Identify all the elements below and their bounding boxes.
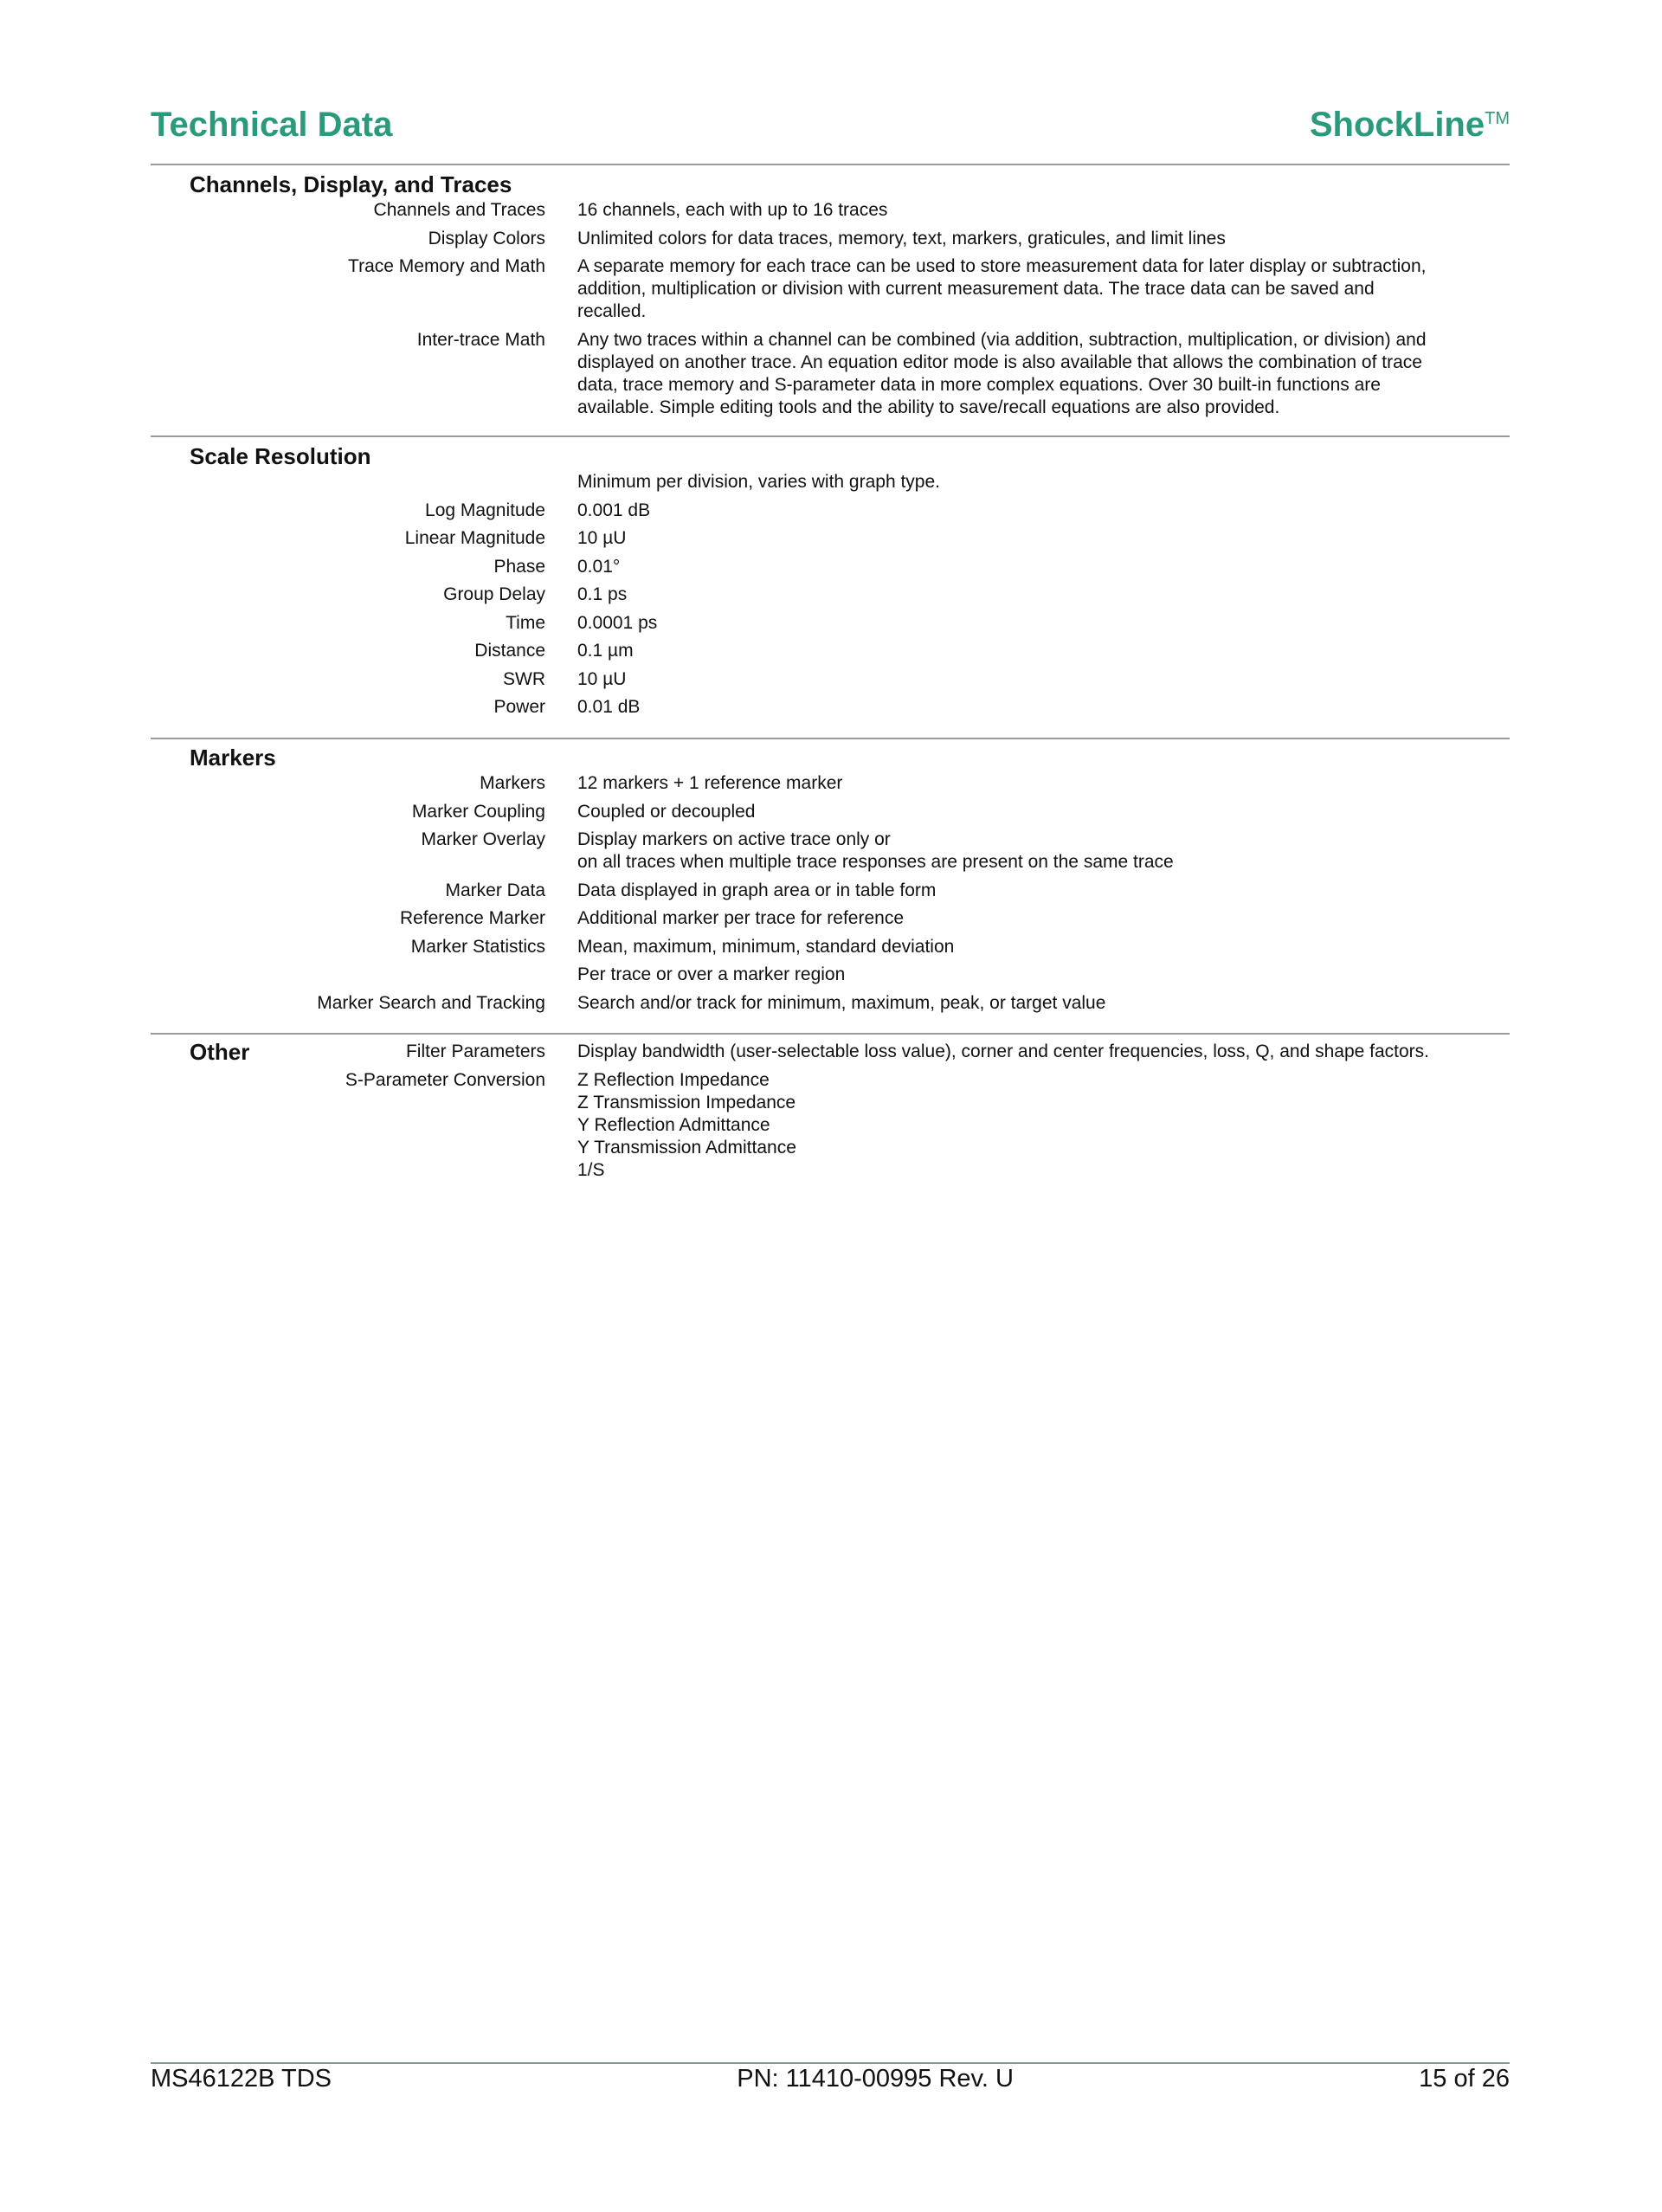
spec-value-line: Y Reflection Admittance — [577, 1114, 770, 1135]
spec-value — [577, 936, 954, 958]
spec-value-line: Any two traces within a channel can be combined (via addition, subtraction, multiplication, or division) and — [577, 329, 1427, 350]
spec-value-line: Z Transmission Impedance — [577, 1092, 796, 1112]
spec-label: Phase — [493, 556, 545, 577]
spec-value — [577, 1069, 796, 1182]
spec-label: Marker Data — [445, 880, 545, 900]
spec-row — [151, 584, 1510, 606]
spec-value-line: 0.01° — [577, 556, 621, 577]
section-scale-resolution — [151, 442, 1510, 725]
spec-label: Distance — [474, 641, 545, 661]
spec-value-line: 10 µU — [577, 668, 627, 689]
spec-value-line: available. Simple editing tools and the ability to save/recall equations are also provided. — [577, 397, 1280, 417]
brand-name — [1310, 106, 1510, 145]
spec-label: Marker Statistics — [410, 936, 545, 957]
section-title: Other — [190, 1039, 250, 1065]
spec-label: SWR — [503, 668, 545, 689]
spec-label — [151, 471, 545, 493]
spec-row — [151, 801, 1510, 823]
spec-value — [577, 329, 1427, 419]
section-title: Scale Resolution — [190, 443, 371, 469]
trademark: TM — [1485, 109, 1510, 128]
spec-value-line: recalled. — [577, 301, 647, 321]
spec-value — [577, 556, 620, 578]
spec-row — [151, 936, 1510, 958]
spec-row — [151, 640, 1510, 662]
spec-row — [151, 527, 1510, 550]
section-divider — [151, 435, 1510, 437]
spec-value-line: 10 µU — [577, 528, 627, 548]
section-markers — [151, 743, 1510, 1020]
spec-row — [151, 696, 1510, 719]
spec-value-line: Display bandwidth (user-selectable loss value), corner and center frequencies, loss, Q, and shape factors. — [577, 1042, 1430, 1061]
spec-row — [151, 829, 1510, 874]
spec-row — [151, 612, 1510, 635]
spec-row — [151, 500, 1510, 522]
spec-label: Channels and Traces — [373, 200, 545, 220]
spec-label: Trace Memory and Math — [348, 256, 545, 276]
spec-row — [151, 880, 1510, 902]
spec-label: Display Colors — [428, 228, 545, 248]
spec-value-line: 12 markers + 1 reference marker — [577, 773, 843, 793]
footer-page-number: 15 of 26 — [1419, 2065, 1510, 2093]
footer-divider — [151, 2062, 1510, 2064]
spec-value-line: Per trace or over a marker region — [577, 964, 846, 984]
spec-value — [577, 801, 756, 823]
spec-row — [151, 329, 1510, 419]
spec-row — [151, 668, 1510, 691]
spec-row — [151, 992, 1510, 1015]
spec-value-line: 0.001 dB — [577, 500, 651, 520]
spec-row — [151, 964, 1510, 986]
spec-value-line: A separate memory for each trace can be used to store measurement data for later display or subtraction, — [577, 256, 1427, 276]
section-title: Markers — [190, 745, 276, 771]
footer-part-number: PN: 11410-00995 Rev. U — [737, 2065, 1014, 2093]
spec-value — [577, 964, 845, 986]
spec-label: Marker Search and Tracking — [317, 992, 545, 1013]
spec-value-line: Search and/or track for minimum, maximum, peak, or target value — [577, 992, 1106, 1013]
spec-row — [151, 556, 1510, 578]
section-title: Channels, Display, and Traces — [190, 171, 512, 197]
spec-value — [577, 199, 887, 222]
spec-value — [577, 696, 640, 719]
spec-row — [151, 1069, 1510, 1182]
spec-row — [151, 255, 1510, 323]
section-channels — [151, 170, 1510, 424]
spec-row — [151, 1041, 1510, 1063]
spec-value-line: 0.1 ps — [577, 584, 628, 604]
spec-value — [577, 1041, 1429, 1063]
spec-value — [577, 829, 1174, 874]
spec-value — [577, 880, 936, 902]
spec-label: Group Delay — [443, 584, 545, 604]
spec-value — [577, 612, 657, 635]
brand-text: ShockLine — [1309, 106, 1485, 144]
spec-value-line: 0.0001 ps — [577, 612, 658, 633]
spec-value-line: Unlimited colors for data traces, memory, text, markers, graticules, and limit lines — [577, 228, 1226, 248]
spec-row — [151, 772, 1510, 795]
footer-doc: MS46122B TDS — [151, 2065, 332, 2093]
spec-value — [577, 584, 627, 606]
spec-value — [577, 992, 1105, 1015]
spec-value — [577, 772, 842, 795]
spec-label: Log Magnitude — [425, 500, 545, 520]
section-other — [151, 1041, 1510, 1187]
spec-value — [577, 907, 904, 930]
spec-label: Marker Coupling — [411, 801, 545, 822]
spec-value — [577, 228, 1226, 250]
spec-value — [577, 471, 940, 493]
spec-label: Marker Overlay — [421, 829, 545, 849]
footer — [151, 2065, 1510, 2093]
spec-value-line: 16 channels, each with up to 16 traces — [577, 200, 888, 220]
spec-value-line: Display markers on active trace only or — [577, 829, 891, 849]
spec-value-line: Minimum per division, varies with graph type. — [577, 472, 940, 492]
header-divider — [151, 164, 1510, 165]
spec-value-line: addition, multiplication or division with current measurement data. The trace data can be saved and — [577, 279, 1375, 299]
spec-value-line: Z Reflection Impedance — [577, 1069, 770, 1090]
spec-value-line: Coupled or decoupled — [577, 801, 756, 822]
spec-label: Linear Magnitude — [404, 528, 545, 548]
spec-value-line: Additional marker per trace for reference — [577, 908, 905, 928]
spec-label — [151, 964, 545, 986]
spec-label: Markers — [480, 773, 545, 793]
spec-label: Inter-trace Math — [416, 329, 545, 350]
spec-value-line: Data displayed in graph area or in table form — [577, 880, 937, 900]
spec-value-line: Y Transmission Admittance — [577, 1137, 796, 1158]
spec-label: Power — [493, 697, 545, 717]
section-divider — [151, 738, 1510, 739]
spec-value-line: 0.01 dB — [577, 697, 641, 717]
spec-value-line: on all traces when multiple trace responses are present on the same trace — [577, 852, 1174, 872]
spec-value — [577, 255, 1427, 323]
page-title: Technical Data — [151, 106, 393, 144]
spec-value — [577, 668, 626, 691]
spec-value-line: 1/S — [577, 1159, 605, 1180]
spec-label: Time — [506, 612, 545, 633]
spec-value-line: 0.1 µm — [577, 641, 634, 661]
spec-value — [577, 527, 626, 550]
spec-row — [151, 199, 1510, 222]
spec-label: Reference Marker — [399, 908, 545, 928]
spec-value-line: Mean, maximum, minimum, standard deviation — [577, 936, 955, 957]
spec-row — [151, 907, 1510, 930]
spec-row — [151, 471, 1510, 493]
spec-value-line: displayed on another trace. An equation editor mode is also available that allows the combination of trace — [577, 351, 1422, 372]
spec-row — [151, 228, 1510, 250]
spec-value-line: data, trace memory and S-parameter data in more complex equations. Over 30 built-in functions are — [577, 374, 1381, 395]
spec-value — [577, 500, 650, 522]
section-divider — [151, 1033, 1510, 1035]
spec-value — [577, 640, 634, 662]
spec-label: S-Parameter Conversion — [345, 1069, 545, 1090]
spec-label: Filter Parameters — [405, 1042, 545, 1061]
